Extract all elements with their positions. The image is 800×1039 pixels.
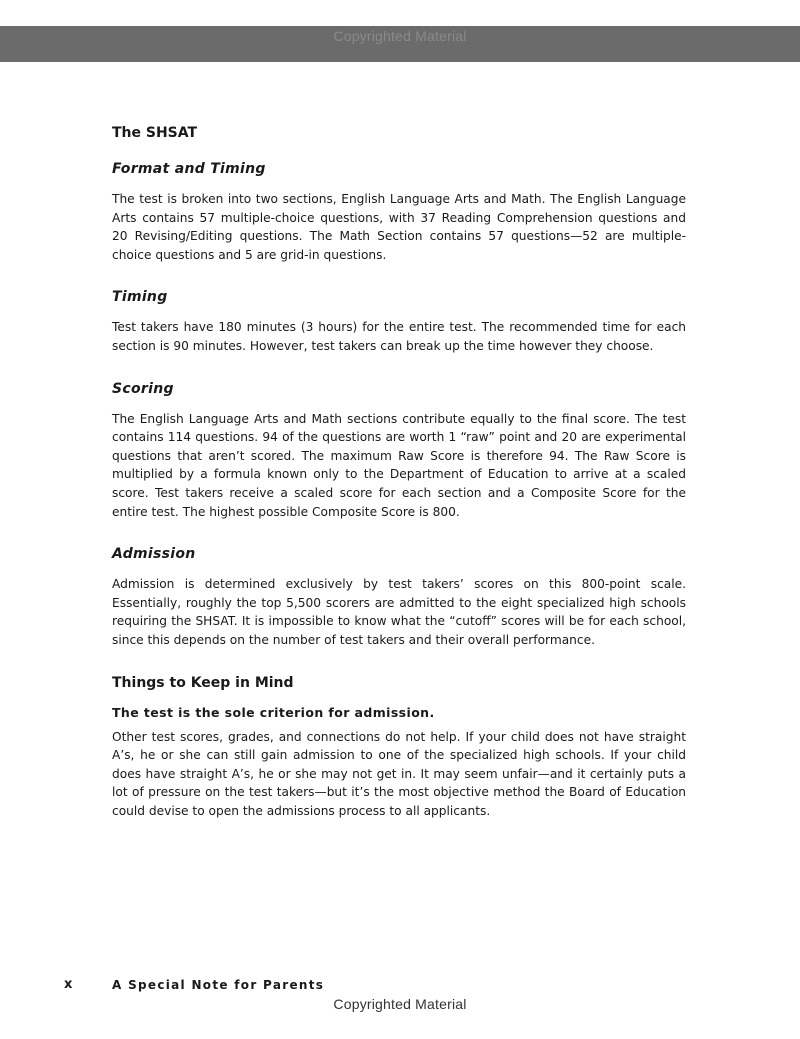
format-heading: Format and Timing: [112, 161, 266, 177]
page-footer: [64, 977, 764, 997]
format-paragraph: The test is broken into two sections, English Language Arts and Math. The English Language Arts contains 57 multiple-choice questions, with 37 Reading Comprehension questions and 20 Revising/Editing questions. The Math Section contains 57 questions—52 are multiple-choice questions and 5 are grid-in questions.: [112, 192, 686, 262]
scoring-paragraph: The English Language Arts and Math sections contribute equally to the final score. The test contains 114 questions. 94 of the questions are worth 1 “raw” point and 20 are experimental questions that aren’t scored. The maximum Raw Score is therefore 94. The Raw Score is multiplied by a formula known only to the Department of Education to arrive at a scaled score. Test takers receive a scaled score for each section and a Composite Score for the entire test. The highest possible Composite Score is 800.: [112, 411, 686, 519]
section-title: The SHSAT: [112, 125, 198, 141]
keep-in-mind-paragraph: Other test scores, grades, and connections do not help. If your child does not have straight A’s, he or she can still gain admission to one of the specialized high schools. If your child does have straight A’s, he or she may not get in. It may seem unfair—and it certainly puts a lot of pressure on the test takers—but it’s the most objective method the Board of Education could devise to open the admissions process to all applicants.: [112, 729, 686, 818]
timing-paragraph: Test takers have 180 minutes (3 hours) for the entire test. The recommended time for each section is 90 minutes. However, test takers can break up the time however they choose.: [112, 320, 686, 353]
scoring-heading: Scoring: [112, 380, 174, 397]
keep-in-mind-subheading: The test is the sole criterion for admission.: [112, 704, 435, 720]
bottom-watermark-text: Copyrighted Material: [333, 996, 467, 1012]
page-content: [112, 122, 686, 820]
page-number: x: [64, 977, 73, 992]
top-watermark-text: Copyrighted Material: [333, 28, 467, 44]
admission-paragraph: Admission is determined exclusively by test takers’ scores on this 800-point scale. Essentially, roughly the top 5,500 scorers are admitted to the eight specialized high schools requiring the SHSAT. It is impossible to know what the “cutoff” scores will be for each school, since this depends on the number of test takers and their overall performance.: [112, 577, 686, 647]
timing-heading: Timing: [112, 289, 168, 306]
running-head: A Special Note for Parents: [112, 978, 325, 992]
admission-heading: Admission: [112, 546, 196, 563]
keep-in-mind-title: Things to Keep in Mind: [112, 674, 294, 691]
top-watermark-banner: [0, 26, 800, 62]
